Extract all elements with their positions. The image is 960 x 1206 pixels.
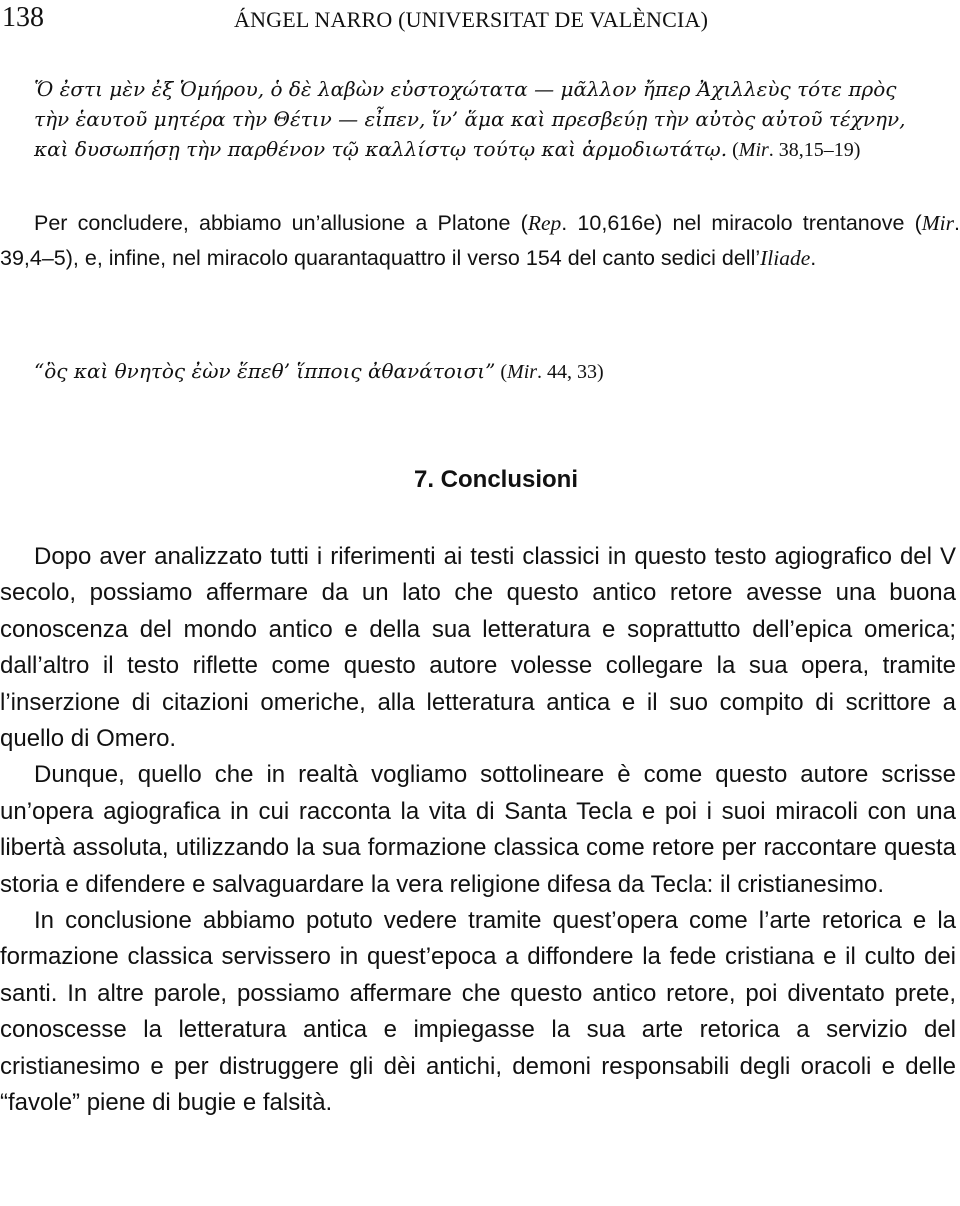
- section-heading: 7. Conclusioni: [413, 466, 578, 493]
- running-head: ÁNGEL NARRO (UNIVERSITAT DE VALÈNCIA): [234, 7, 709, 32]
- paragraph: In conclusione abbiamo potuto vedere tramite quest’opera come l’arte retorica e la formazione classica servissero in quest’epoca a diffondere la fede cristiana e il culto dei santi. In altre parole, possiamo affermare che questo antico retore, poi diventato prete, conoscesse la letteratura antica e impiegasse la sua arte retorica a servizio del cristianesimo e per distruggere gli dèi antichi, demoni responsabili degli oracoli e delle “favole” piene di bugie e falsità.: [0, 907, 956, 1117]
- iliade-title: Iliade: [760, 246, 811, 270]
- quote-2-reference: (Mir. 44, 33): [495, 361, 604, 383]
- conclusion-body: [0, 539, 956, 1122]
- greek-quote-2: [34, 357, 924, 387]
- paragraph: Dunque, quello che in realtà vogliamo sottolineare è come questo autore scrisse un’opera agiografica in cui racconta la vita di Santa Tecla e poi i suoi miracoli con una libertà assoluta, utilizzando la sua formazione classica come retore per raccontare questa storia e difendere e salvaguardare la vera religione difesa da Tecla: il cristianesimo.: [0, 761, 956, 898]
- greek-quote-1-text: Ὅ ἐστι μὲν ἐξ Ὁμήρου, ὁ δὲ λαβὼν εὐστοχώτατα — μᾶλλον ἤπερ Ἀχιλλεὺς τότε πρὸς τὴν ἑαυτοῦ μητέρα τὴν Θέτιν — εἶπεν, ἵν’ ἅμα καὶ πρεσβεύῃ τὴν αὐτὸς αὐτοῦ τέχνην, καὶ δυσωπήσῃ τὴν παρθένον τῷ καλλίστῳ τούτῳ καὶ ἁρμοδιωτάτῳ.: [34, 77, 906, 161]
- rep-citation: Rep: [527, 211, 562, 235]
- mir-citation: Mir: [921, 211, 955, 235]
- greek-quote-1: [34, 75, 924, 165]
- greek-quote-2-text: “ὃς καὶ θνητὸς ἐὼν ἕπεθ’ ἵπποις ἀθανάτοισι”: [34, 359, 496, 383]
- quote-1-reference: (Mir. 38,15–19): [727, 139, 861, 161]
- page-number: 138: [2, 2, 44, 33]
- page-header: [0, 2, 960, 38]
- paragraph: Dopo aver analizzato tutti i riferimenti ai testi classici in questo testo agiografico del V secolo, possiamo affermare da un lato che questo antico retore avesse una buona conoscenza del mondo antico e della sua letteratura e soprattutto dell’epica omerica; dall’altro il testo riflette come questo autore volesse collegare la sua opera, tramite l’inserzione di citazioni omeriche, alla letteratura antica e il suo compito di scrittore a quello di Omero.: [0, 543, 956, 753]
- intro-paragraph: Per concludere, abbiamo un’allusione a Platone (Rep. 10,616e) nel miracolo trentanove (Mir. 39,4–5), e, infine, nel miracolo quarantaquattro il verso 154 del canto sedici dell’Iliade.: [0, 211, 960, 270]
